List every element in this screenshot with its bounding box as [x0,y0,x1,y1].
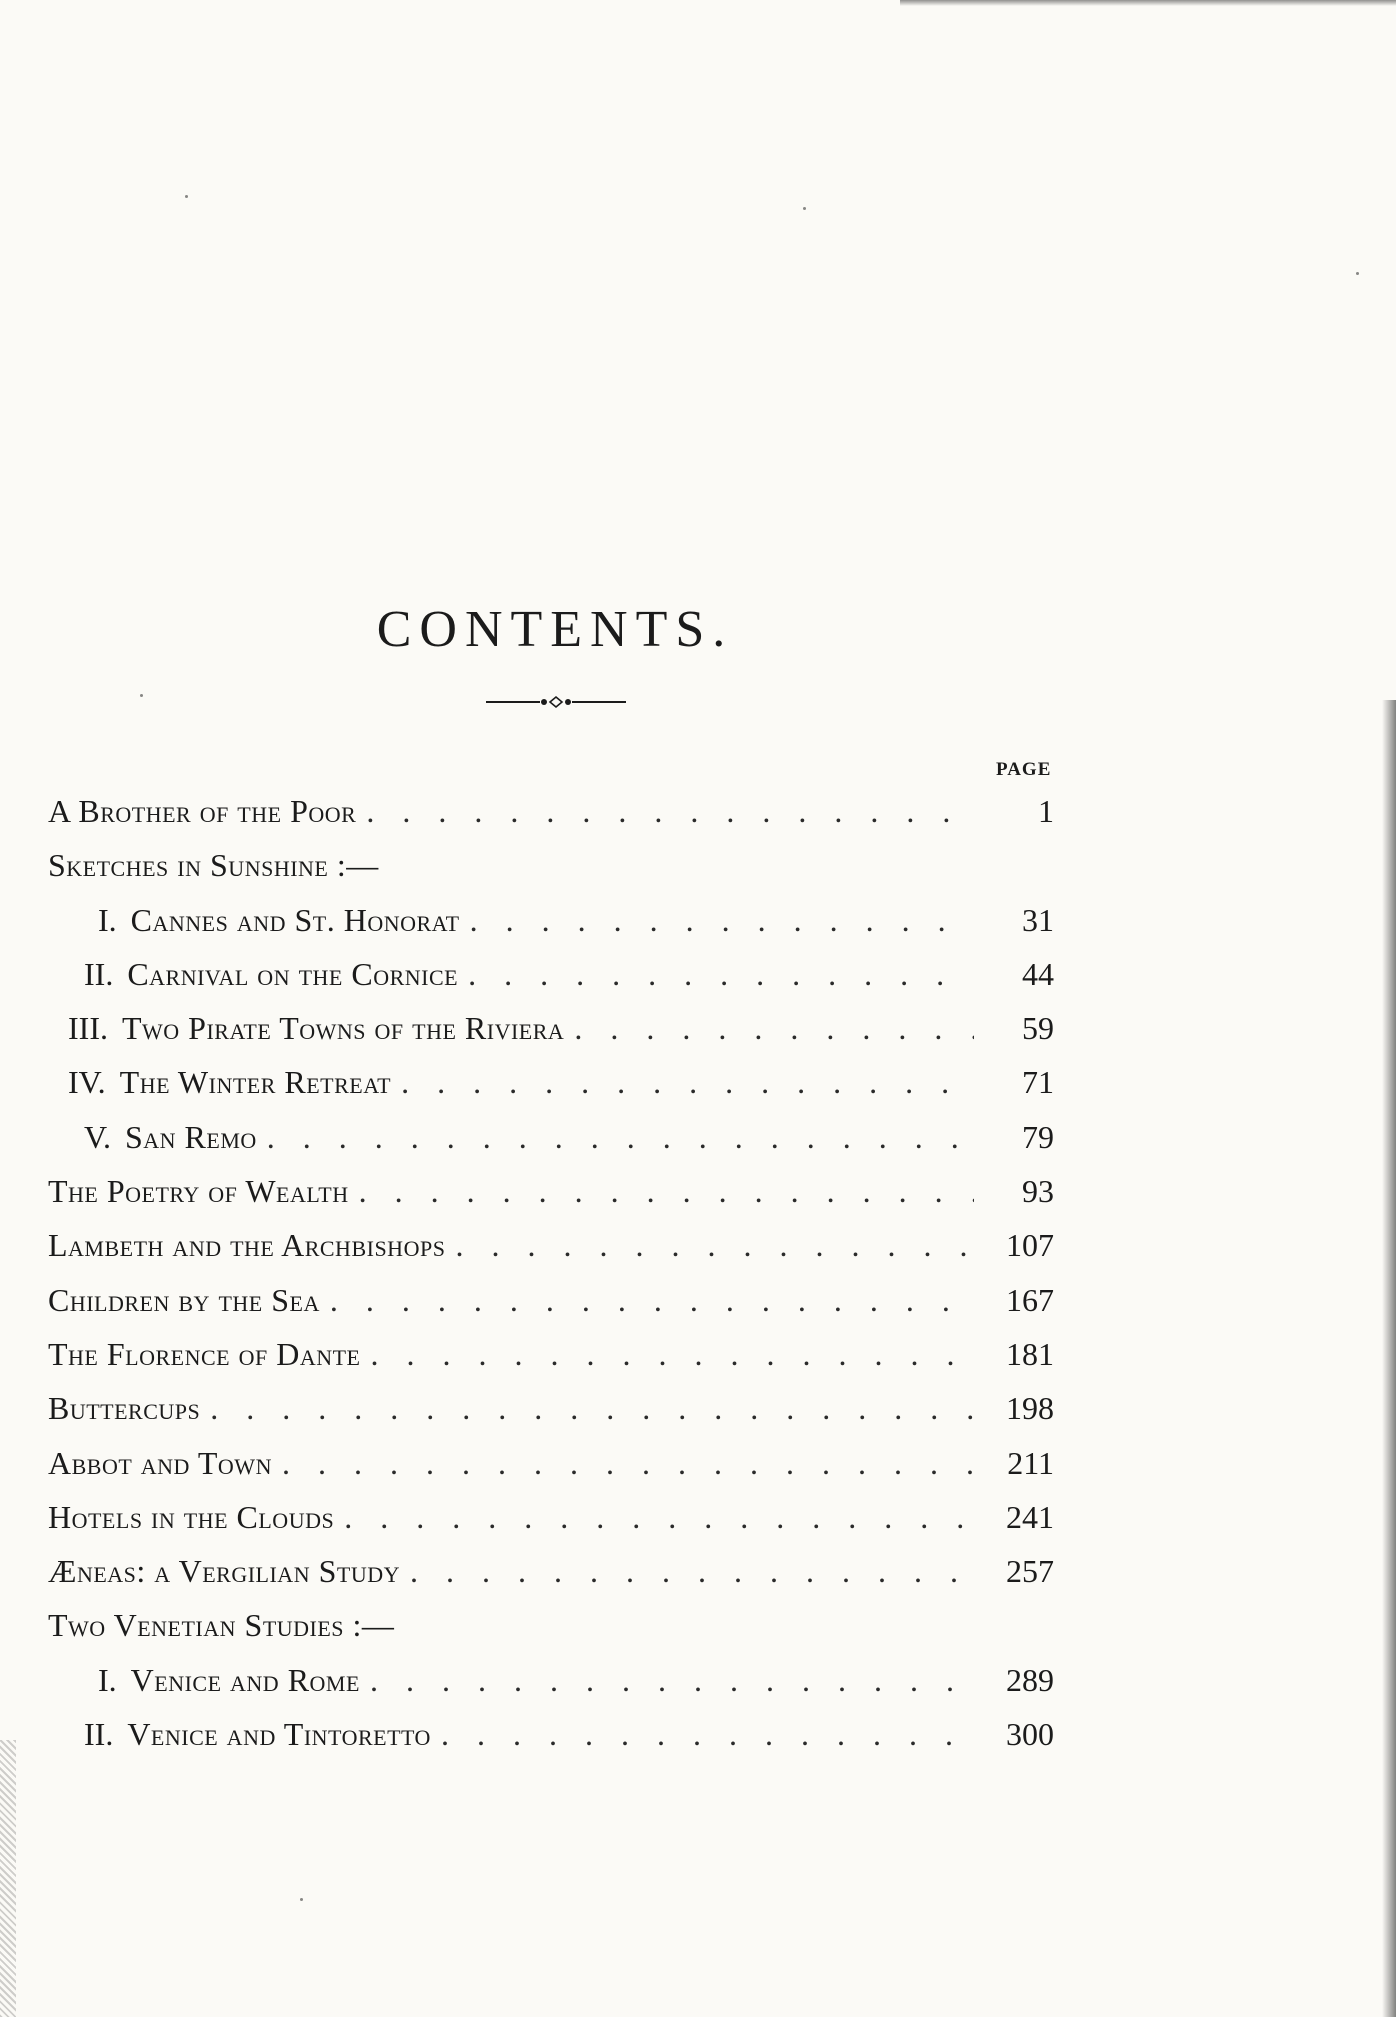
toc-entry-title: San Remo [124,1118,257,1155]
toc-entry-page: 71 [1022,1064,1054,1101]
dot-leader [210,1381,974,1435]
dot-leader [455,1218,974,1272]
dot-leader [366,784,974,838]
toc-entry-title: Carnival on the Cornice [127,955,459,992]
page-top-shadow [900,0,1396,6]
toc-entry-title: The Florence of Dante [48,1335,361,1372]
toc-entry-title: A Brother of the Poor [48,793,357,829]
toc-entry-page: 257 [1006,1553,1054,1590]
toc-entry [48,1381,1054,1435]
toc-section-title: Two Venetian Studies :— [48,1607,395,1644]
page-column-label: PAGE [996,759,1052,780]
toc-entry [48,893,1054,947]
toc-entry-page: 198 [1006,1390,1054,1427]
dot-leader [574,1001,974,1055]
toc-entry-page: 300 [1006,1716,1054,1753]
dot-leader [370,1653,974,1707]
dot-leader [359,1164,974,1218]
dot-leader [441,1707,974,1761]
dot-leader [344,1490,974,1544]
toc-entry [48,1055,1054,1109]
toc-entry-page: 241 [1006,1498,1054,1535]
toc-entry-title: The Poetry of Wealth [48,1173,349,1210]
speck [140,694,143,697]
toc-entry-number: III. [68,1010,108,1047]
toc-entry-page: 181 [1006,1335,1054,1372]
toc-entry [48,1164,1054,1218]
toc-entry-title: Cannes and St. Honorat [130,901,460,938]
toc-entry-title: The Winter Retreat [119,1064,392,1101]
toc-entry-title: Hotels in the Clouds [48,1498,335,1535]
toc-entry [48,1544,1054,1598]
toc-entry-page: 79 [1022,1118,1054,1155]
dot-leader [401,1055,974,1109]
toc-entry-page: 31 [1022,901,1054,938]
toc-entry-title: Venice and Tintoretto [127,1716,431,1753]
speck [300,1898,303,1901]
toc-entry-number: I. [98,901,117,938]
toc-entry-title: Children by the Sea [48,1281,320,1318]
toc-entry-page: 93 [1022,1173,1054,1210]
toc-entry [48,1110,1054,1164]
speck [185,195,188,198]
toc-entry [48,1273,1054,1327]
toc-entry [48,784,1054,838]
toc-entry [48,1490,1054,1544]
speck [803,207,806,210]
toc-entry [48,1218,1054,1272]
toc-entry [48,1327,1054,1381]
toc-section-heading [48,838,1054,892]
table-of-contents [48,784,1054,1761]
toc-entry-page: 59 [1022,1010,1054,1047]
toc-entry-title: Abbot and Town [48,1444,272,1481]
toc-entry-page: 167 [1006,1281,1054,1318]
toc-section-heading [48,1598,1054,1652]
toc-entry [48,1436,1054,1490]
page-right-shadow [1382,700,1396,2017]
toc-entry-number: IV. [68,1064,106,1101]
ornament-divider [486,692,626,712]
page-title: CONTENTS. [376,600,734,658]
dot-leader [410,1544,974,1598]
toc-entry-page: 107 [1006,1227,1054,1264]
dot-leader [267,1110,974,1164]
toc-entry-number: II. [84,1716,114,1753]
toc-entry-title: Two Pirate Towns of the Riviera [121,1010,565,1047]
toc-entry-number: I. [98,1661,117,1698]
toc-section-title: Sketches in Sunshine :— [48,847,379,884]
toc-entry-page: 289 [1006,1661,1054,1698]
dot-leader [470,893,974,947]
toc-entry-number: V. [84,1118,111,1155]
toc-entry-title: Buttercups [48,1390,201,1427]
toc-entry-page: 1 [1038,793,1054,829]
dot-leader [330,1273,974,1327]
dot-leader [371,1327,975,1381]
toc-entry [48,1707,1054,1761]
toc-entry-page: 211 [1007,1444,1054,1481]
toc-entry-title: Lambeth and the Archbishops [48,1227,446,1264]
speck [1356,272,1359,275]
dot-leader [282,1436,974,1490]
toc-entry [48,1653,1054,1707]
toc-entry-number: II. [84,955,114,992]
toc-entry-title: Æneas: a Vergilian Study [48,1553,400,1590]
toc-entry-title: Venice and Rome [130,1661,360,1698]
toc-entry [48,1001,1054,1055]
dot-leader [468,947,974,1001]
toc-entry [48,947,1054,1001]
page-left-stain [0,1740,16,2017]
toc-entry-page: 44 [1022,955,1054,992]
